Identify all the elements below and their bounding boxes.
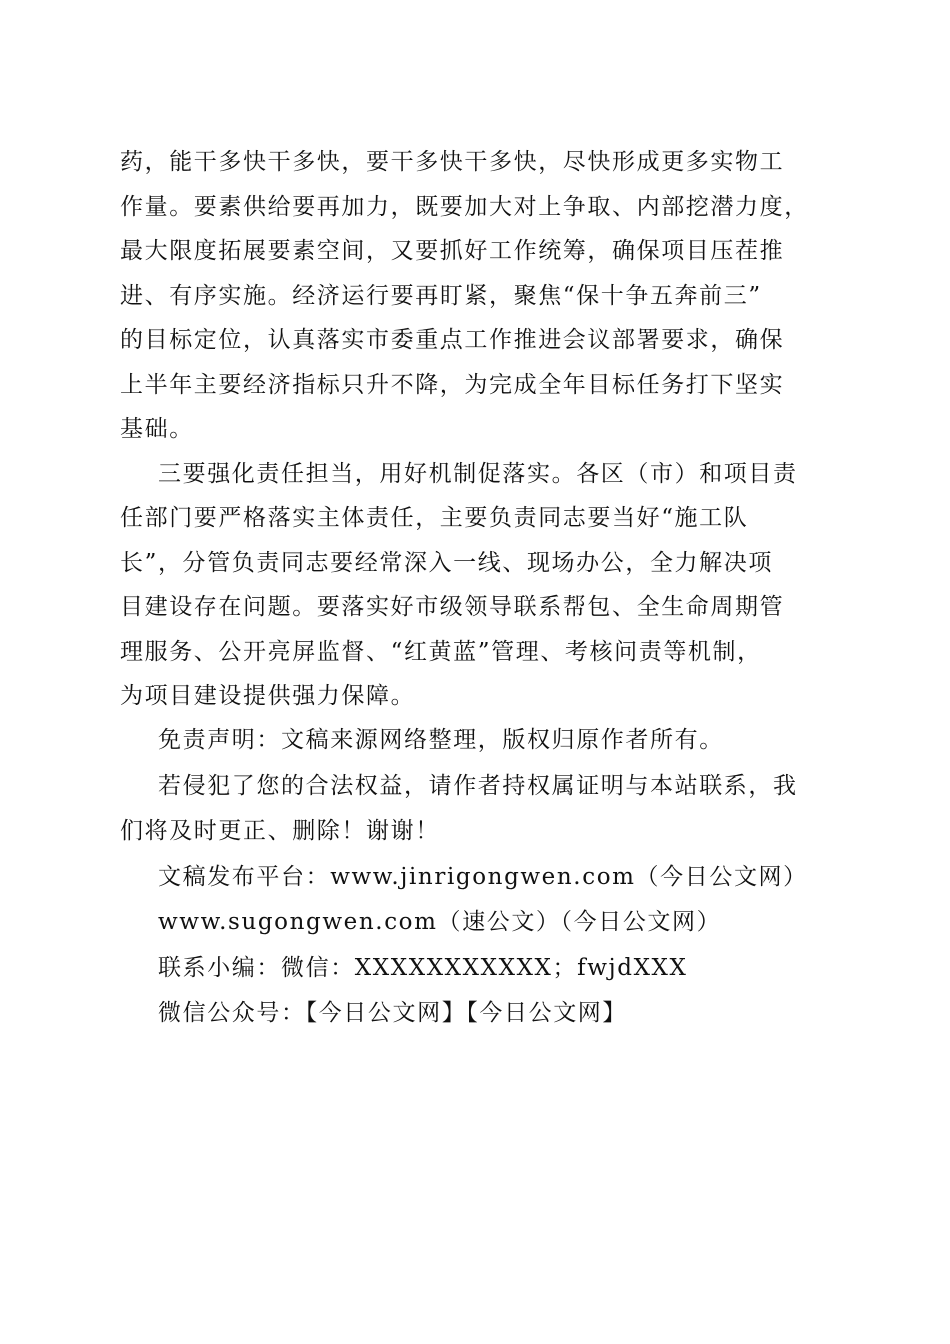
infringement-text-continued: 们将及时更正、删除！谢谢！ [120,818,440,844]
platform-text-secondary: www.sugongwen.com（速公文）（今日公文网） [158,909,722,935]
paragraph-2 [120,452,832,719]
text-line: 长”，分管负责同志要经常深入一线、现场办公，全力解决项 [120,549,773,576]
text-line: 最大限度拓展要素空间，又要抓好工作统筹，确保项目压茬推 [120,238,785,264]
text-line: 三要强化责任担当，用好机制促落实。各区（市）和项目责 [158,460,798,487]
contact-text: 联系小编：微信：XXXXXXXXXXX；fwjdXXX [158,954,688,981]
paragraph-1 [120,140,832,452]
footer-notice [120,718,832,1037]
text-line: 为项目建设提供强力保障。 [120,683,416,709]
text-line: 上半年主要经济指标只升不降，为完成全年目标任务打下坚实 [120,371,785,398]
text-line: 目建设存在问题。要落实好市级领导联系帮包、全生命周期管 [120,594,785,620]
text-line: 进、有序实施。经济运行要再盯紧，聚焦“保十争五奔前三” [120,282,762,309]
text-line: 药，能干多快干多快，要干多快干多快，尽快形成更多实物工 [120,149,785,175]
text-line: 作量。要素供给要再加力，既要加大对上争取、内部挖潜力度， [120,193,809,220]
text-line: 基础。 [120,416,194,442]
platform-text: 文稿发布平台：www.jinrigongwen.com（今日公文网） [158,863,808,890]
wechat-account-text: 微信公众号：【今日公文网】【今日公文网】 [158,1000,627,1026]
text-line: 的目标定位，认真落实市委重点工作推进会议部署要求，确保 [120,327,785,353]
infringement-text: 若侵犯了您的合法权益，请作者持权属证明与本站联系，我 [158,772,798,799]
body-text [120,140,832,719]
text-line: 任部门要严格落实主体责任，主要负责同志要当好“施工队 [120,505,749,531]
text-line: 理服务、公开亮屏监督、“红黄蓝”管理、考核问责等机制， [120,638,762,665]
disclaimer-text: 免责声明：文稿来源网络整理，版权归原作者所有。 [158,727,724,753]
